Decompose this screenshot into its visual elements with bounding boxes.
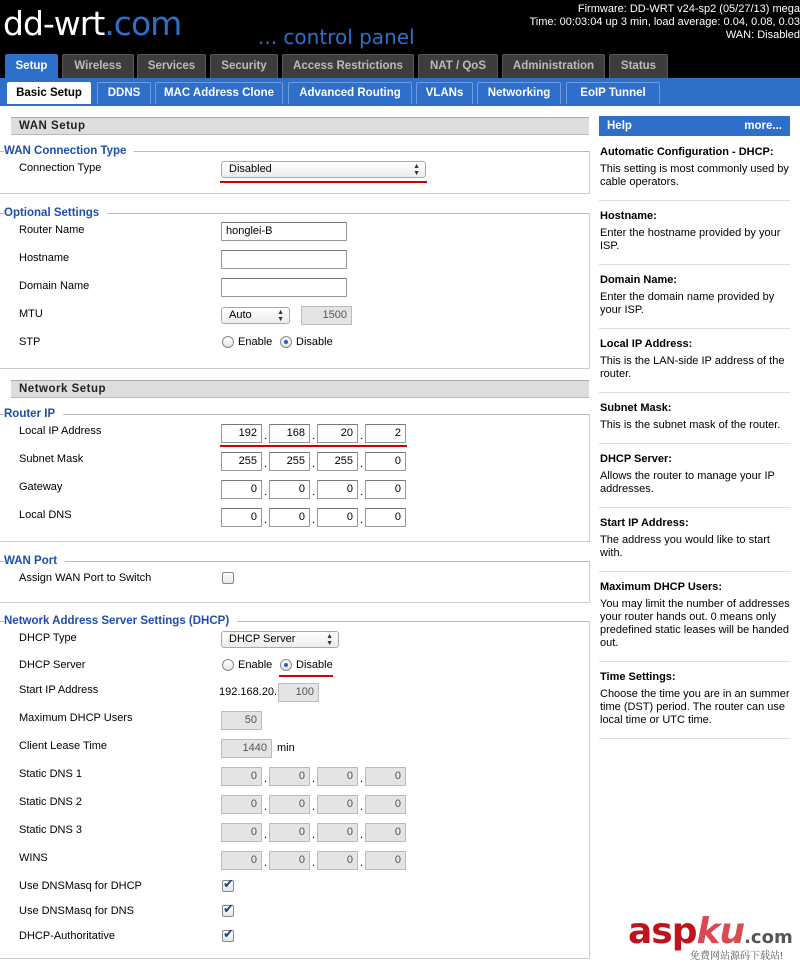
- static-dns-1-octet-4[interactable]: 0: [365, 767, 406, 786]
- header: [0, 0, 800, 50]
- ip-dot: .: [264, 773, 268, 785]
- logo-text: dd-wrt: [3, 4, 105, 43]
- help-more-link[interactable]: more...: [744, 120, 782, 132]
- wins-octet-1[interactable]: 0: [221, 851, 262, 870]
- ip-dot: .: [360, 829, 364, 841]
- gateway-octet-4[interactable]: 0: [365, 480, 406, 499]
- mtu-value-input[interactable]: 1500: [301, 306, 352, 325]
- domain-name-input[interactable]: [221, 278, 347, 297]
- lease-time-unit: min: [277, 742, 295, 754]
- ip-dot: .: [312, 430, 316, 442]
- help-header: [599, 116, 790, 136]
- router-name-input[interactable]: honglei-B: [221, 222, 347, 241]
- firmware-version: Firmware: DD-WRT v24-sp2 (05/27/13) mega: [577, 3, 800, 15]
- help-entry-text: Enter the hostname provided by your ISP.: [600, 227, 781, 252]
- ip-dot: .: [264, 857, 268, 869]
- dhcp-authoritative-label: DHCP-Authoritative: [19, 930, 115, 942]
- help-separator: [599, 200, 790, 201]
- static-dns-3-label: Static DNS 3: [19, 824, 82, 836]
- tab-wireless[interactable]: Wireless: [62, 54, 134, 78]
- dd-wrt-logo: [3, 4, 181, 44]
- static-dns-2-octet-4[interactable]: 0: [365, 795, 406, 814]
- start-ip-prefix: 192.168.20.: [219, 686, 278, 698]
- dhcp-legend: Network Address Server Settings (DHCP): [4, 615, 237, 628]
- help-entry-text: The address you would like to start with.: [600, 534, 770, 559]
- local-dns-octet-1[interactable]: 0: [221, 508, 262, 527]
- hostname-input[interactable]: [221, 250, 347, 269]
- help-entry-title: Maximum DHCP Users:: [600, 581, 723, 593]
- dhcp-authoritative-checkbox[interactable]: [222, 926, 234, 942]
- watermark-asp: asp: [628, 911, 697, 952]
- subnet-mask-octet-3[interactable]: 255: [317, 452, 358, 471]
- max-dhcp-users-label: Maximum DHCP Users: [19, 712, 133, 724]
- ip-dot: .: [264, 486, 268, 498]
- tab-status[interactable]: Status: [609, 54, 668, 78]
- gateway-octet-3[interactable]: 0: [317, 480, 358, 499]
- help-separator: [599, 392, 790, 393]
- subnet-mask-octet-1[interactable]: 255: [221, 452, 262, 471]
- help-entry-text: Enter the domain name provided by your ISP.: [600, 291, 775, 316]
- dnsmasq-dhcp-label: Use DNSMasq for DHCP: [19, 880, 142, 892]
- dnsmasq-dns-label: Use DNSMasq for DNS: [19, 905, 134, 917]
- ip-dot: .: [312, 857, 316, 869]
- ip-dot: .: [360, 773, 364, 785]
- dhcp-server-disable-radio[interactable]: [280, 659, 292, 671]
- local-dns-octet-4[interactable]: 0: [365, 508, 406, 527]
- local-ip-octet-4[interactable]: 2: [365, 424, 406, 443]
- start-ip-label: Start IP Address: [19, 684, 99, 696]
- help-entry-title: Time Settings:: [600, 671, 676, 683]
- stp-disable-label: Disable: [296, 336, 333, 348]
- assign-wan-port-label: Assign WAN Port to Switch: [19, 572, 152, 584]
- help-separator: [599, 264, 790, 265]
- tab-administration[interactable]: Administration: [502, 54, 605, 78]
- dhcp-server-label: DHCP Server: [19, 659, 86, 671]
- static-dns-3-octet-4[interactable]: 0: [365, 823, 406, 842]
- optional-settings-legend: Optional Settings: [4, 207, 107, 220]
- connection-type-label: Connection Type: [19, 162, 102, 174]
- local-dns-octet-3[interactable]: 0: [317, 508, 358, 527]
- mtu-mode-value: Auto: [229, 309, 252, 321]
- help-entry-title: Hostname:: [600, 210, 657, 222]
- ip-dot: .: [264, 801, 268, 813]
- gateway-octet-1[interactable]: 0: [221, 480, 262, 499]
- dhcp-type-label: DHCP Type: [19, 632, 77, 644]
- static-dns-1-octet-1[interactable]: 0: [221, 767, 262, 786]
- help-entry-title: Domain Name:: [600, 274, 678, 286]
- static-dns-2-octet-3[interactable]: 0: [317, 795, 358, 814]
- help-entry-text: This setting is most commonly used by cable operators.: [600, 163, 789, 188]
- tab-services[interactable]: Services: [137, 54, 206, 78]
- stp-enable-label: Enable: [238, 336, 273, 348]
- help-entry-text: This is the subnet mask of the router.: [600, 419, 781, 431]
- ip-dot: .: [312, 514, 316, 526]
- network-setup-header: Network Setup: [11, 380, 589, 398]
- mtu-label: MTU: [19, 308, 43, 320]
- help-separator: [599, 507, 790, 508]
- ip-dot: .: [264, 458, 268, 470]
- help-entry-text: Allows the router to manage your IP addresses.: [600, 470, 775, 495]
- help-separator: [599, 738, 790, 739]
- red-highlight-dhcp-disable: [279, 675, 333, 677]
- gateway-label: Gateway: [19, 481, 63, 493]
- help-entry-title: Local IP Address:: [600, 338, 693, 350]
- local-ip-octet-3[interactable]: 20: [317, 424, 358, 443]
- help-entry-text: You may limit the number of addresses your router hands out. 0 means only predefined static leases will be handed out.: [600, 598, 790, 649]
- dhcp-server-disable-label: Disable: [296, 659, 333, 671]
- stp-enable-radio[interactable]: [222, 336, 234, 348]
- dhcp-server-enable-label: Enable: [238, 659, 273, 671]
- watermark-ku: ku: [696, 911, 745, 952]
- red-highlight-local-ip: [220, 445, 407, 447]
- dhcp-server-enable-radio[interactable]: [222, 659, 234, 671]
- red-highlight-connection-type: [220, 181, 427, 183]
- local-ip-label: Local IP Address: [19, 425, 102, 437]
- assign-wan-port-checkbox[interactable]: [222, 572, 234, 584]
- help-separator: [599, 571, 790, 572]
- max-dhcp-users-input[interactable]: 50: [221, 711, 262, 730]
- subtab-advanced-routing[interactable]: Advanced Routing: [288, 82, 412, 104]
- router-name-label: Router Name: [19, 224, 85, 236]
- ip-dot: .: [264, 829, 268, 841]
- ip-dot: .: [312, 773, 316, 785]
- wins-octet-3[interactable]: 0: [317, 851, 358, 870]
- ip-dot: .: [360, 857, 364, 869]
- help-entry-title: DHCP Server:: [600, 453, 672, 465]
- sub-tabs: [0, 78, 800, 106]
- start-ip-input[interactable]: 100: [278, 683, 319, 702]
- gateway-octet-2[interactable]: 0: [269, 480, 310, 499]
- watermark-subtitle: 免费网站源码下载站!: [690, 951, 783, 962]
- client-lease-time-input[interactable]: 1440: [221, 739, 272, 758]
- connection-type-value: Disabled: [229, 163, 272, 175]
- subtab-eoip-tunnel[interactable]: EoIP Tunnel: [566, 82, 660, 104]
- help-title: Help: [607, 120, 632, 132]
- subtab-vlans[interactable]: VLANs: [416, 82, 473, 104]
- local-ip-octet-1[interactable]: 192: [221, 424, 262, 443]
- ip-dot: .: [264, 514, 268, 526]
- help-entry-title: Automatic Configuration - DHCP:: [600, 146, 774, 158]
- check-icon: ✔: [223, 926, 234, 941]
- ip-dot: .: [360, 801, 364, 813]
- help-entry-title: Subnet Mask:: [600, 402, 672, 414]
- wins-octet-4[interactable]: 0: [365, 851, 406, 870]
- stp-label: STP: [19, 336, 41, 348]
- help-entry-title: Start IP Address:: [600, 517, 689, 529]
- tab-nat-qos[interactable]: NAT / QoS: [418, 54, 498, 78]
- help-separator: [599, 328, 790, 329]
- static-dns-1-octet-3[interactable]: 0: [317, 767, 358, 786]
- subnet-mask-octet-2[interactable]: 255: [269, 452, 310, 471]
- ip-dot: .: [360, 486, 364, 498]
- logo-subtitle: ... control panel: [258, 25, 415, 49]
- domain-name-label: Domain Name: [19, 280, 90, 292]
- local-dns-label: Local DNS: [19, 509, 72, 521]
- subtab-basic-setup[interactable]: Basic Setup: [7, 82, 91, 104]
- select-arrows-icon: ▲ ▼: [326, 633, 333, 647]
- local-dns-octet-2[interactable]: 0: [269, 508, 310, 527]
- static-dns-1-label: Static DNS 1: [19, 768, 82, 780]
- wins-octet-2[interactable]: 0: [269, 851, 310, 870]
- ip-dot: .: [312, 458, 316, 470]
- router-status-info: [530, 3, 800, 42]
- help-separator: [599, 443, 790, 444]
- wan-connection-type-legend: WAN Connection Type: [4, 145, 134, 158]
- ip-dot: .: [312, 486, 316, 498]
- static-dns-2-octet-2[interactable]: 0: [269, 795, 310, 814]
- main-tabs: [0, 50, 800, 78]
- client-lease-time-label: Client Lease Time: [19, 740, 108, 752]
- dnsmasq-dhcp-checkbox[interactable]: [222, 876, 234, 892]
- local-ip-octet-2[interactable]: 168: [269, 424, 310, 443]
- static-dns-3-octet-3[interactable]: 0: [317, 823, 358, 842]
- static-dns-2-octet-1[interactable]: 0: [221, 795, 262, 814]
- logo-tld: .com: [104, 4, 182, 43]
- subtab-networking[interactable]: Networking: [477, 82, 561, 104]
- uptime-info: Time: 00:03:04 up 3 min, load average: 0.04, 0.08, 0.03: [529, 16, 800, 28]
- static-dns-3-octet-1[interactable]: 0: [221, 823, 262, 842]
- select-arrows-icon: ▲ ▼: [413, 163, 420, 177]
- help-entry-text: Choose the time you are in an summer time (DST) period. The router can use local time or UTC time.: [600, 688, 790, 726]
- static-dns-3-octet-2[interactable]: 0: [269, 823, 310, 842]
- dhcp-type-select[interactable]: [221, 631, 339, 648]
- check-icon: ✔: [223, 876, 234, 891]
- subtab-mac-address-clone[interactable]: MAC Address Clone: [155, 82, 283, 104]
- ip-dot: .: [312, 829, 316, 841]
- dhcp-type-value: DHCP Server: [229, 633, 296, 645]
- watermark-com: .com: [744, 927, 793, 948]
- stp-disable-radio[interactable]: [280, 336, 292, 348]
- wan-status: WAN: Disabled: [725, 29, 800, 41]
- check-icon: ✔: [223, 901, 234, 916]
- connection-type-select[interactable]: [221, 161, 426, 178]
- mtu-mode-select[interactable]: [221, 307, 290, 324]
- ip-dot: .: [360, 430, 364, 442]
- ip-dot: .: [360, 458, 364, 470]
- dnsmasq-dns-checkbox[interactable]: [222, 901, 234, 917]
- wins-label: WINS: [19, 852, 48, 864]
- subtab-ddns[interactable]: DDNS: [97, 82, 151, 104]
- ip-dot: .: [312, 801, 316, 813]
- ip-dot: .: [360, 514, 364, 526]
- static-dns-1-octet-2[interactable]: 0: [269, 767, 310, 786]
- tab-access-restrictions[interactable]: Access Restrictions: [282, 54, 414, 78]
- hostname-label: Hostname: [19, 252, 70, 264]
- help-separator: [599, 661, 790, 662]
- tab-setup[interactable]: Setup: [5, 54, 58, 78]
- subnet-mask-label: Subnet Mask: [19, 453, 84, 465]
- subnet-mask-octet-4[interactable]: 0: [365, 452, 406, 471]
- ip-dot: .: [264, 430, 268, 442]
- tab-security[interactable]: Security: [210, 54, 278, 78]
- static-dns-2-label: Static DNS 2: [19, 796, 82, 808]
- router-ip-legend: Router IP: [4, 408, 63, 421]
- help-entry-text: This is the LAN-side IP address of the router.: [600, 355, 785, 380]
- select-arrows-icon: ▲ ▼: [277, 309, 284, 323]
- wan-port-legend: WAN Port: [4, 555, 65, 568]
- wan-setup-header: WAN Setup: [11, 117, 589, 135]
